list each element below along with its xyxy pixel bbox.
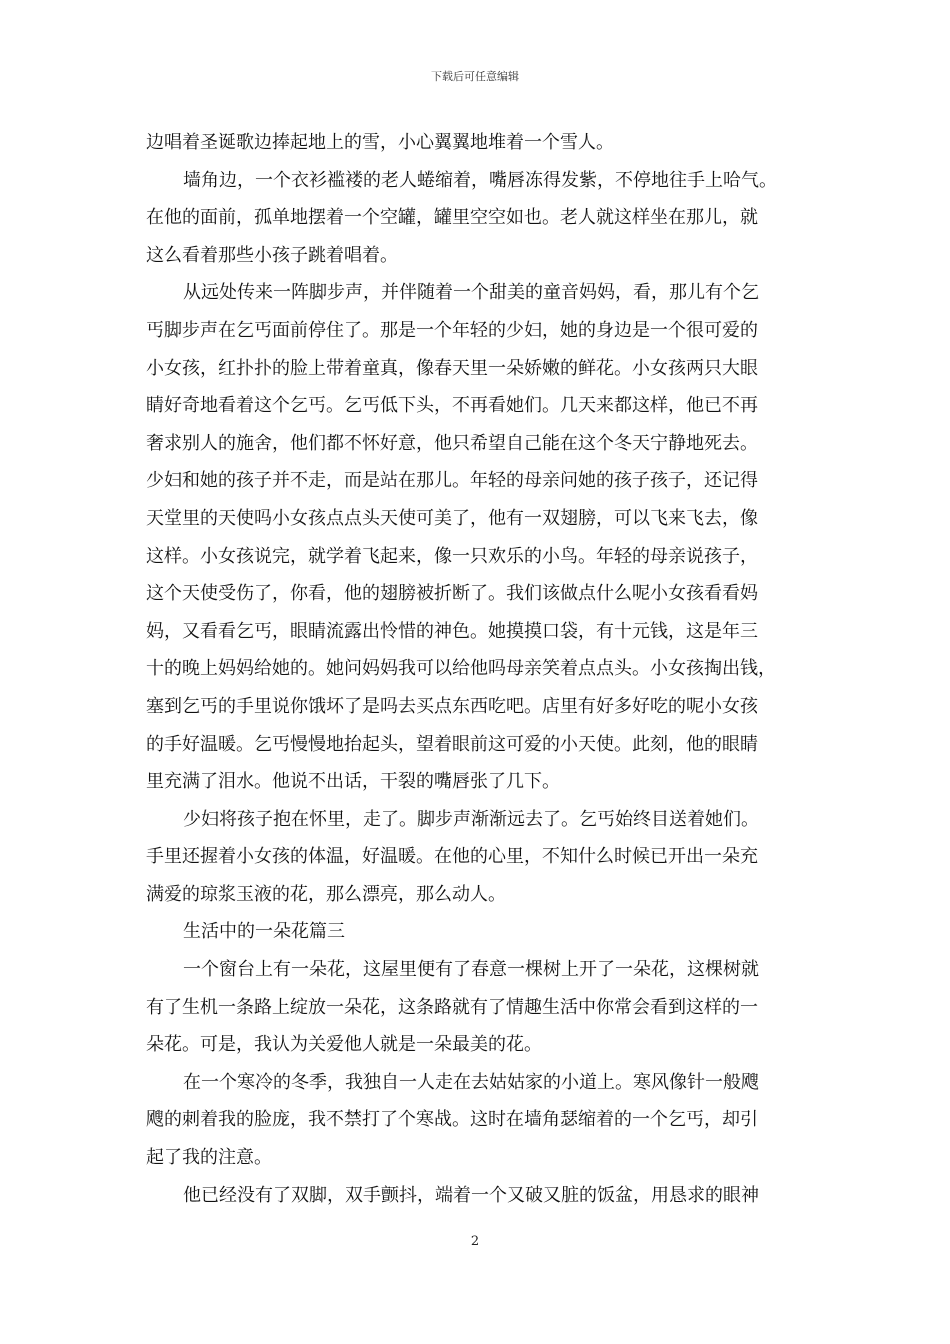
text-line: 从远处传来一阵脚步声，并伴随着一个甜美的童音妈妈，看，那儿有个乞 — [183, 282, 759, 304]
text-line: 在一个寒冷的冬季，我独自一人走在去姑姑家的小道上。寒风像针一般飕 — [183, 1071, 759, 1093]
text-line: 十的晚上妈妈给她的。她问妈妈我可以给他吗母亲笑着点点头。小女孩掏出钱， — [146, 658, 776, 680]
text-line: 在他的面前，孤单地摆着一个空罐，罐里空空如也。老人就这样坐在那儿，就 — [146, 207, 758, 229]
text-line: 这样。小女孩说完，就学着飞起来，像一只欢乐的小鸟。年轻的母亲说孩子， — [146, 545, 758, 567]
text-line: 天堂里的天使吗小女孩点点头天使可美了，他有一双翅膀，可以飞来飞去，像 — [146, 507, 758, 529]
text-line: 塞到乞丐的手里说你饿坏了是吗去买点东西吃吧。店里有好多好吃的呢小女孩 — [146, 695, 758, 717]
text-line: 飕的刺着我的脸庞，我不禁打了个寒战。这时在墙角瑟缩着的一个乞丐，却引 — [146, 1109, 758, 1131]
page-number: 2 — [470, 1234, 480, 1249]
text-line: 的手好温暖。乞丐慢慢地抬起头，望着眼前这可爱的小天使。此刻，他的眼睛 — [146, 733, 758, 755]
document-body — [146, 124, 806, 1214]
text-line: 手里还握着小女孩的体温，好温暖。在他的心里，不知什么时候已开出一朵充 — [146, 846, 758, 868]
page-header: 下载后可任意编辑 — [431, 70, 519, 83]
text-line: 生活中的一朵花篇三 — [183, 921, 345, 943]
text-line: 妈，又看看乞丐，眼睛流露出怜惜的神色。她摸摸口袋，有十元钱，这是年三 — [146, 620, 758, 642]
text-line: 起了我的注意。 — [146, 1147, 272, 1169]
text-line: 里充满了泪水。他说不出话，干裂的嘴唇张了几下。 — [146, 771, 560, 793]
text-line: 边唱着圣诞歌边捧起地上的雪，小心翼翼地堆着一个雪人。 — [146, 132, 614, 153]
text-line: 这么看着那些小孩子跳着唱着。 — [146, 244, 398, 266]
text-line: 朵花。可是，我认为关爱他人就是一朵最美的花。 — [146, 1034, 542, 1056]
text-line: 这个天使受伤了，你看，他的翅膀被折断了。我们该做点什么呢小女孩看看妈 — [146, 583, 758, 605]
text-line: 奢求别人的施舍，他们都不怀好意，他只希望自己能在这个冬天宁静地死去。 — [146, 432, 758, 454]
text-line: 一个窗台上有一朵花，这屋里便有了春意一棵树上开了一朵花，这棵树就 — [183, 959, 759, 981]
text-line: 有了生机一条路上绽放一朵花，这条路就有了情趣生活中你常会看到这样的一 — [146, 996, 758, 1018]
text-line: 丐脚步声在乞丐面前停住了。那是一个年轻的少妇，她的身边是一个很可爱的 — [146, 319, 758, 341]
text-line: 满爱的琼浆玉液的花，那么漂亮，那么动人。 — [146, 883, 506, 905]
text-line: 墙角边，一个衣衫褴褛的老人蜷缩着，嘴唇冻得发紫，不停地往手上哈气。 — [183, 169, 777, 191]
text-line: 睛好奇地看着这个乞丐。乞丐低下头，不再看她们。几天来都这样，他已不再 — [146, 395, 758, 417]
text-line: 少妇将孩子抱在怀里，走了。脚步声渐渐远去了。乞丐始终目送着她们。 — [183, 808, 759, 830]
text-line: 小女孩，红扑扑的脸上带着童真，像春天里一朵娇嫩的鲜花。小女孩两只大眼 — [146, 357, 758, 379]
text-line: 他已经没有了双脚，双手颤抖，端着一个又破又脏的饭盆，用恳求的眼神 — [183, 1184, 759, 1206]
text-line: 少妇和她的孩子并不走，而是站在那儿。年轻的母亲问她的孩子孩子，还记得 — [146, 470, 758, 492]
